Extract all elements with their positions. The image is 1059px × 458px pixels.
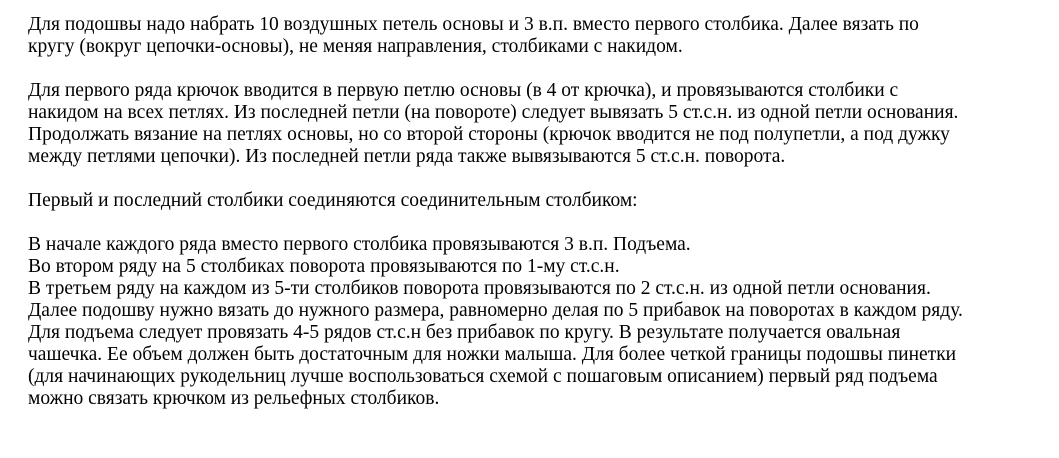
text-line: между петлями цепочки). Из последней петли ряда также вывязываются 5 ст.с.н. поворота.: [28, 146, 786, 167]
text-line: (для начинающих рукодельниц лучше воспользоваться схемой с пошаговым описанием) первый ряд подъема: [28, 366, 938, 387]
paragraph-rows: [28, 234, 1053, 410]
text-line: можно связать крючком из рельефных столбиков.: [28, 388, 440, 409]
paragraph-first-row: [28, 80, 1053, 168]
document-body: [28, 14, 1053, 410]
text-line: Продолжать вязание на петлях основы, но со второй стороны (крючок вводится не под полупетли, а под дужку: [28, 124, 950, 145]
text-line: накидом на всех петлях. Из последней петли (на повороте) следует вывязать 5 ст.с.н. из одной петли основания.: [28, 102, 959, 123]
text-line: Для подъема следует провязать 4-5 рядов ст.с.н без прибавок по кругу. В результате получается овальная: [28, 322, 901, 343]
text-line: кругу (вокруг цепочки-основы), не меняя направления, столбиками с накидом.: [28, 36, 683, 57]
text-line: В начале каждого ряда вместо первого столбика провязываются 3 в.п. Подъема.: [28, 234, 691, 255]
text-line: В третьем ряду на каждом из 5-ти столбиков поворота провязываются по 2 ст.с.н. из одной петли основания.: [28, 278, 931, 299]
text-line: Для первого ряда крючок вводится в первую петлю основы (в 4 от крючка), и провязываются столбики с: [28, 80, 899, 101]
paragraph-join: [28, 190, 1053, 212]
text-line: Первый и последний столбики соединяются соединительным столбиком:: [28, 190, 638, 211]
text-line: Для подошвы надо набрать 10 воздушных петель основы и 3 в.п. вместо первого столбика. Далее вязать по: [28, 14, 919, 35]
text-line: чашечка. Ее объем должен быть достаточным для ножки малыша. Для более четкой границы подошвы пинетки: [28, 344, 957, 365]
text-line: Во втором ряду на 5 столбиках поворота провязываются по 1-му ст.с.н.: [28, 256, 620, 277]
paragraph-cast-on: [28, 14, 1053, 58]
text-line: Далее подошву нужно вязать до нужного размера, равномерно делая по 5 прибавок на поворотах в каждом ряду.: [28, 300, 963, 321]
